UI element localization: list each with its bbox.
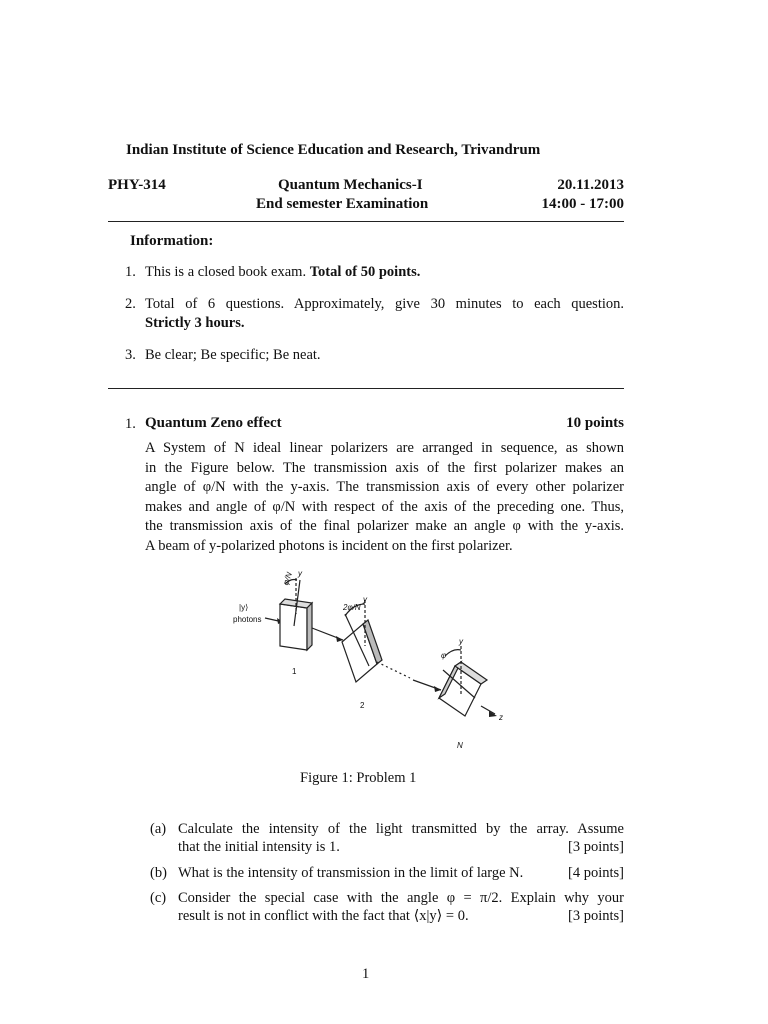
question-title: Quantum Zeno effect bbox=[145, 415, 282, 431]
part-a-line1: Calculate the intensity of the light transmitted by the array. Assume bbox=[178, 821, 624, 837]
label-z-axis: z bbox=[499, 713, 503, 722]
course-code: PHY-314 bbox=[108, 177, 166, 193]
info-item-1 bbox=[145, 264, 420, 281]
part-label: (c) bbox=[150, 890, 167, 906]
part-c-line2: result is not in conflict with the fact that ⟨x|y⟩ = 0. bbox=[178, 908, 469, 924]
info-item-1-text: This is a closed book exam. bbox=[145, 264, 307, 280]
label-polarizer-1: 1 bbox=[292, 667, 297, 676]
info-item-number: 3. bbox=[125, 347, 136, 363]
question-points: 10 points bbox=[566, 415, 624, 431]
part-a-points: [3 points] bbox=[568, 839, 624, 855]
institute-title: Indian Institute of Science Education and Research, Trivandrum bbox=[126, 142, 541, 158]
body-line: angle of φ/N with the y-axis. The transmission axis of every other polarizer bbox=[145, 479, 624, 495]
polarizer-figure bbox=[225, 566, 515, 762]
label-y-axis: y bbox=[363, 595, 367, 604]
part-b-line1: What is the intensity of transmission in the limit of large N. bbox=[178, 865, 524, 881]
body-line: A System of N ideal linear polarizers are arranged in sequence, as shown bbox=[145, 440, 624, 456]
part-b bbox=[150, 864, 624, 882]
part-a bbox=[150, 820, 624, 856]
polarizer-2 bbox=[342, 600, 382, 682]
info-item-1-bold: Total of 50 points. bbox=[309, 264, 421, 280]
body-line: the transmission axis of the final polarizer make an angle φ with the y-axis. bbox=[145, 518, 624, 534]
part-label: (a) bbox=[150, 821, 167, 837]
label-angle-3: φ bbox=[441, 651, 447, 660]
body-line: in the Figure below. The transmission axis of the first polarizer makes an bbox=[145, 459, 624, 476]
info-item-number: 1. bbox=[125, 264, 136, 280]
part-c bbox=[150, 889, 624, 925]
label-photons: photons bbox=[233, 615, 262, 624]
part-a-line2: that the initial intensity is 1. bbox=[178, 839, 340, 855]
label-y-axis: y bbox=[459, 637, 463, 646]
part-label: (b) bbox=[150, 865, 167, 881]
exam-time: 14:00 - 17:00 bbox=[541, 196, 624, 212]
info-item-2-line1: Total of 6 questions. Approximately, give 30 minutes to each question. bbox=[145, 296, 624, 312]
label-angle-2: 2φ/N bbox=[343, 603, 361, 612]
section-rule bbox=[108, 388, 624, 389]
label-angle-1: φ/N bbox=[281, 570, 295, 587]
label-ket-y: |y⟩ bbox=[239, 603, 249, 612]
question-number: 1. bbox=[125, 416, 136, 432]
page-number: 1 bbox=[362, 966, 370, 982]
part-c-points: [3 points] bbox=[568, 908, 624, 924]
question-body bbox=[145, 439, 624, 556]
part-c-line1: Consider the special case with the angle φ = π/2. Explain why your bbox=[178, 890, 624, 906]
exam-name: End semester Examination bbox=[256, 196, 429, 212]
course-name: Quantum Mechanics-I bbox=[278, 177, 423, 193]
polarizer-1 bbox=[280, 578, 312, 650]
header-rule bbox=[108, 221, 624, 222]
body-line: makes and angle of φ/N with respect of the axis of the preceding one. Thus, bbox=[145, 498, 624, 515]
label-polarizer-N: N bbox=[457, 741, 463, 750]
figure-caption: Figure 1: Problem 1 bbox=[300, 770, 417, 786]
info-item-2-bold: Strictly 3 hours. bbox=[145, 315, 245, 331]
information-heading: Information: bbox=[130, 233, 214, 249]
part-b-points: [4 points] bbox=[568, 865, 624, 881]
info-item-3: Be clear; Be specific; Be neat. bbox=[145, 347, 321, 363]
info-item-number: 2. bbox=[125, 296, 136, 312]
label-y-axis: y bbox=[298, 569, 302, 578]
label-polarizer-2: 2 bbox=[360, 701, 365, 710]
exam-date: 20.11.2013 bbox=[557, 177, 624, 193]
body-line: A beam of y-polarized photons is incident on the first polarizer. bbox=[145, 537, 513, 554]
